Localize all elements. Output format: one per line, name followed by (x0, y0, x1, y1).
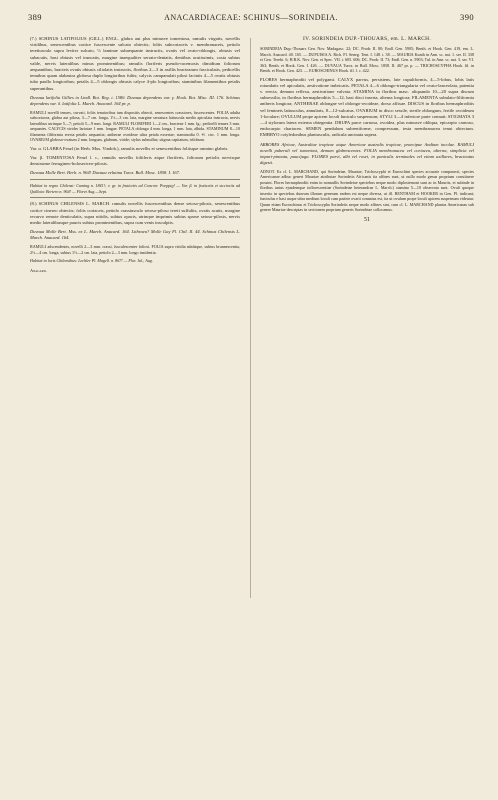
detailed-description-chilensis: RAMULI adscendentes, novelli 2—3 mm. crassi, fusculescenter foliosi. FOLIA supra viridia nitidaque, subtus brunnescentia, 2½—4 cm. longa, subtus 1½—2 cm. lata, petiolo 2—3 mm. longo insidentia. (30, 244, 240, 255)
variety-tomentosa: Var. β. TOMENTOSA Fenzl l. c., ramulis novellis foliiferis atque floriferis, foliorum petiolis nervisque densissime ferrugineo-holosericeo-pilosis. (30, 155, 240, 167)
genus-description: FLORES hermaphroditi vel polygami. CALYX parvus, persistens, late cupuliformis, 4—5-lobus, lobis latis rotundatis vel apiculatis, aestivatione imbricatis. PETALA 4—6 oblongo-triangularia vel ovato-lanceolata, patentia v. erecta, demum reflexa, aestivatione valvata. STAMINA in floribus masc. aliquando 10—20 supra discum subsessilia, in floribus hermaphroditis 5—12, basi disci inserta, alterna longiora; FILAMENTA subulato-filiformia antheris longiora; ANTHERAE oblongae vel oblongo-ovoideae, dorso affixae. DISCUS in floribus hermaphroditis vel femineis latiusculus, annularis, 8—12-sulcatus. OVARIUM in disco sessile, sterile oblongum, fertile ovoideum 1-loculare; OVULUM prope apicem loculi funiculo suspensum; STYLI 3—4 inferiore parte connati; STIGMATA 3—4 stylorum latera externa obtegentia. DRUPA parce carnosa, ovoidea, plus minusve obliqua, epicarpio carnoso, endocarpio chartaceo. SEMEN pendulum subreniforme, compressum, testa membranacea tenui obtectum. EMBRYO cotyledonibus planiusculis, radicula uncinata supera. (260, 76, 474, 138)
adnotatio: ADNOT. Ex cl. L. MARCHAND, qui Sorindeiae, Mauriae, Trichoscyphi et Euroschini species accurate comparavit, species Americanae adhuc generi Mauriae attributae Sorindeiis Africanis ita affines sunt, ut nullo modo genus proprium constituere possint. Flores hermaphroditi enim in nonnullis Sorindeiae speciebus neque modo diplostemoni sunt ac in Mauriis, et subinde in floribus unius ejusdemque inflorescentiae (Sorindeiae heterandrae L. March.) stamina 5—10 observata sunt. Ovuli quoque insertio in speciebus duorum illorum generum eadem est neque diversa, ut ill. BENTHAM et HOOKER in Gen. Pl. indicant; funiculus e basi usque ultra medium loculi cum pariete ovarii connatus est, ita ut ovulum prope loculi apicem suspensum videatur. Quum etiam Euroschinus et Trichoscypha Sorindeiis neque modo affines sint, cum cl. L. MARCHAND plantas Americanas sub genere Mauriae descriptas in sectionem propriam generis Sorindeiae collocamus. (260, 168, 474, 213)
genus-heading: IV. SORINDEIA DUP.-THOUARS, em. L. MARCH. (303, 36, 431, 42)
species-description-chilensis: (8.) SCHINUS CHILENSIS L. MARCH. ramulis novellis fuscescentibus dense setoso-pilosis, senescentibus cortice cinereo obtectis; foliis coriaceis, petiolo crassiusculo setoso-piloso tereti suffultis, ovatis acutis, margine recurvo remote denticulatis, supra nitidis, subtus opacis, utrinque imprimis subtus sparse setoso-pilosis, nervis medio lateralibusque paucis subtus prominentibus, supra cum venis insculptis. (30, 201, 240, 226)
references-chilensis: Duvaua Molle Bert. Mss. ex L. March. Anacard. 164. Lithraea? Molle Gay Fl. Chil. II. 44. Schinus Chilensis L. March. Anacard. 164. (30, 229, 240, 241)
genus-synonymy: SORINDEIA Dup.-Thouars Gen. Nov. Madagasc. 22; DC. Prodr. II. 80; Endl. Gen. 5905; Benth. et Hook. Gen. 419, em. L. March. Anacard. 40. 165. — DUPUISIA A. Rich. Fl. Seneg. Tent. I. 148. t. 38. — MAURIA Kunth in Ann. sc. nat. 1. ser. II. 338 et Gen. Terebi. 6; H.B.K. Nov. Gen. et Spec. VII. t. 605. 606; DC. Prodr. II. 73; Endl. Gen. n. 5903; Tul. in Ann. sc. nat. 3. ser. VI. 363; Benth. et Hook. Gen. I. 426. — DUVAUA Turcz. in Bull. Mosc. 1858. II. 467 pr. p. — TRICHOSCYPHA Hook. fil. in Benth. et Hook. Gen. 423. — EUROSCHINUS Hook. fil. l. c. 422. (260, 46, 474, 73)
references-tomentosa: Duvaua Molle Bert. Herb. n. 964! Duvaua velutina Turcz. Bull. Mosc. 1858. I. 167. (30, 170, 181, 176)
divider (30, 197, 240, 198)
running-header (28, 12, 474, 28)
references-latifolius: Duvaua latifolia Gillies in Lindl. Bot. Reg. t. 1580. Duvaua dependens var. γ. Hook. Bot. Misc. III. 176. Schinus dependens var. δ. latifolia L. March. Anacard. 164 pr. p. (30, 94, 240, 106)
signature-number: 51 (364, 216, 370, 223)
left-column (30, 36, 240, 274)
detailed-description-latifolius: RAMULI novelli tenues, curvati, foliis tenuioribus iam dispositis obtecti, senescentes crassiores, fuscescentes. FOLIA adulta subcoriacea, glabra aut pilosa, 3—7 cm. longa, 1½—3 cm. lata, margine serratura latiuscula medio apiculata instructa, nervis lateralibus utrinque 5—7; petioli 5—9 mm. longi. RAMULI FLORIFERI 1—2 cm., bracteae 1 mm. lg.; pedicelli tenues 3 mm. aequantes. CALYCIS virides laciniae 1 mm. longae. PETALA oblonga 4 mm. longa, 1 mm. lata, albida. STAMINUM 8—10 filamenta filiformia erecta petalis aequantia; antherae ovoideae ultra petala exsertae; staminodia 0. ⅘ circ. 1 mm. longa. OVARIUM globoso-ovatum 2 mm. longum, glabrum, viride; stylus subnullus; stigma capitatum, trilobum. (30, 109, 240, 143)
habitat-latifolius: Habitat in regno Chilensi: Cuming n. 1841!; v. gr. in fruticetis ad Concon: Poeppig! — Var. β. in fruticetis et siccioriis ad Quillota: Bertero n. 964! — Floret Aug.—Sept. (30, 183, 240, 194)
species-description-latifolius: (7.) SCHINUS LATIFOLIUS (GILL.) ENGL. glabra aut plus minusve tomentosa, ramulis virgatis, novellis viridibus, senescentibus cortice fuscescente sulcato obtectis; foliis subcoriaceis v. membranaceis, petiolo teretiusculo supra leviter sulcato, ⅓ laminae subaequante instructis, ovatis vel ovato-oblongis, obtusis vel subacutis, basi obtusis vel truncatis, margine inaequaliter serrato-dentatis, dentibus acutissimis, costa subtus valde, nervis lateralibus minus prominentibus; ramulis floriferis pseudo-racemosis dimidium foliorum aequantibus, bracteis ovatis obtusis ciliolatis instructis, floribus 2—3 in axillis bractearum fasciculatis, pedicellis tenuibus quam alabastra globosa duplo longioribus fultis; calycis campanulati pilosi laciniis 4—5 ovatis obtusis tubo paullo longioribus; petalis 4—5 oblongis obtusis calyce 4-plo longioribus; staminibus filamentibus petalis superantibus. (30, 36, 240, 91)
genus-habit: ARBORES Africae, Australiae tropicae atque Americae australis tropicae, praecipue Andium incolae. RAMULI novelli puberuli vel tomentosi, demum glabrescentes. FOLIA membranacea vel coriacea, alterna, simplicia vel impari-pinnata, paucijuga. FLORES parvi, albi vel rosei, in paniculis terminales vel etiam axillares, bracteatas digesti. (260, 141, 474, 165)
page-number-left: 389 (28, 12, 42, 22)
variety-glabra: Var. α. GLABRA Fenzl (in Herb. Mus. Vindob.), ramulis novellis et senescentibus foliisque omnino glabris. (30, 145, 229, 151)
running-title: ANACARDIACEAE: SCHINUS—SORINDEIA. (164, 13, 338, 22)
signature-mark: Anacard. (30, 267, 47, 273)
page-number-right: 390 (460, 12, 474, 22)
column-separator (250, 38, 251, 598)
divider (30, 179, 240, 180)
habitat-chilensis: Habitat in locis Chilensibus: Lechler Pl. Magell. n. 867! — Flor. Jul., Aug. (30, 258, 153, 264)
right-column (260, 36, 474, 223)
